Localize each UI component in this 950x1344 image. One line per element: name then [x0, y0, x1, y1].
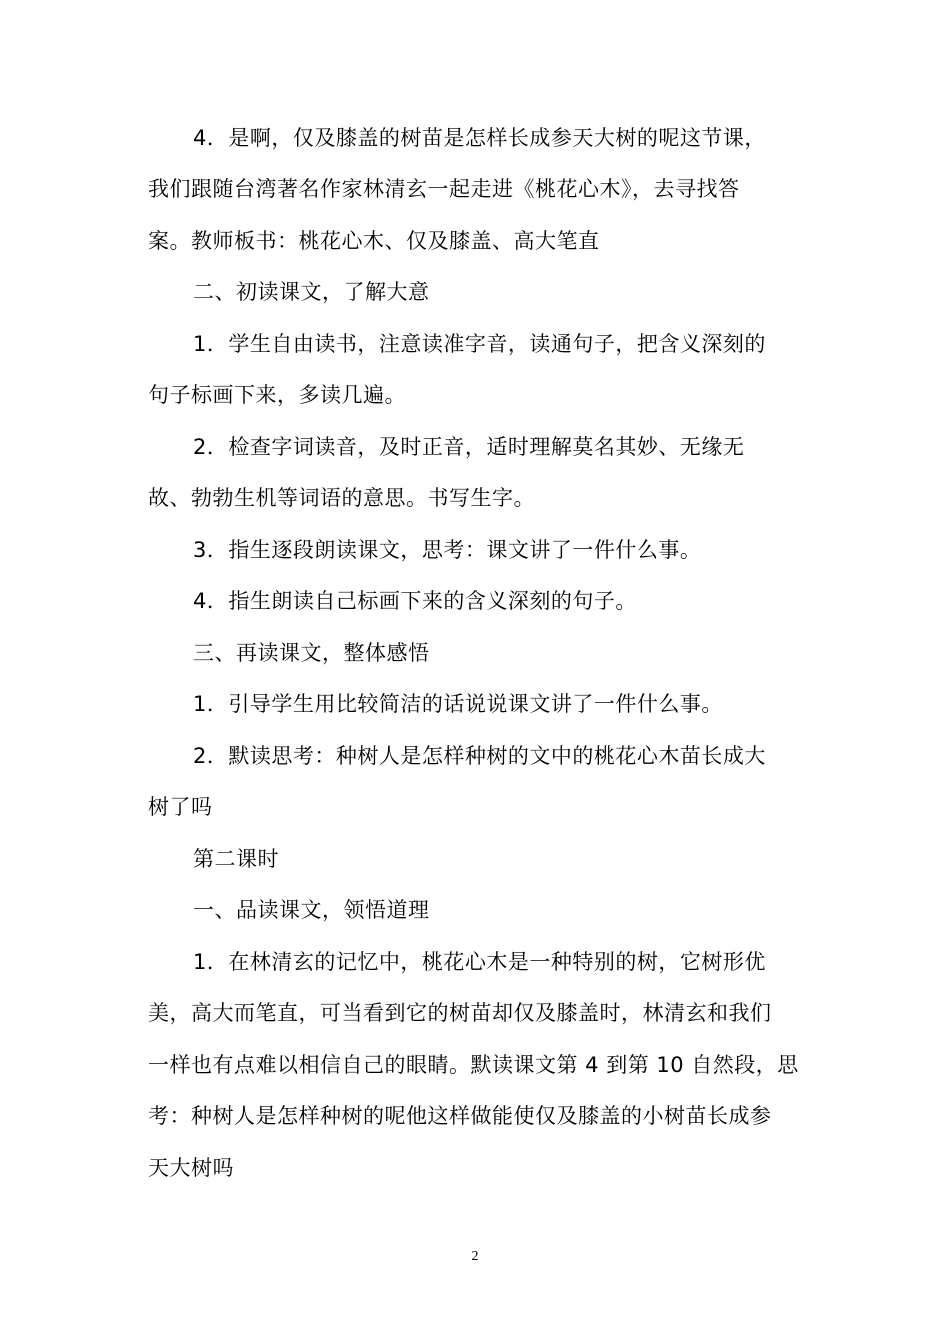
paragraph-line: 一样也有点难以相信自己的眼睛。默读课文第 4 到第 10 自然段，思 — [148, 1053, 799, 1077]
paragraph-line: 1．引导学生用比较简洁的话说说课文讲了一件什么事。 — [193, 692, 723, 716]
paragraph-line: 1．在林清玄的记忆中，桃花心木是一种特别的树，它树形优 — [193, 950, 766, 974]
section-heading: 第二课时 — [193, 847, 279, 871]
paragraph-line: 案。教师板书：桃花心木、仅及膝盖、高大笔直 — [148, 229, 600, 253]
paragraph-line: 4．是啊，仅及膝盖的树苗是怎样长成参天大树的呢这节课， — [193, 126, 766, 150]
paragraph-line: 句子标画下来，多读几遍。 — [148, 383, 406, 407]
paragraph-line: 1．学生自由读书，注意读准字音，读通句子，把含义深刻的 — [193, 332, 766, 356]
paragraph-line: 2．检查字词读音，及时正音，适时理解莫名其妙、无缘无 — [193, 435, 745, 459]
paragraph-line: 考：种树人是怎样种树的呢他这样做能使仅及膝盖的小树苗长成参 — [148, 1104, 772, 1128]
paragraph-line: 天大树吗 — [148, 1156, 234, 1180]
section-heading: 三、再读课文，整体感悟 — [193, 641, 430, 665]
paragraph-line: 2．默读思考：种树人是怎样种树的文中的桃花心木苗长成大 — [193, 744, 766, 768]
paragraph-line: 故、勃勃生机等词语的意思。书写生字。 — [148, 486, 535, 510]
paragraph-line: 3．指生逐段朗读课文，思考：课文讲了一件什么事。 — [193, 538, 702, 562]
paragraph-line: 树了吗 — [148, 795, 213, 819]
section-heading: 二、初读课文，了解大意 — [193, 280, 430, 304]
paragraph-line: 4．指生朗读自己标画下来的含义深刻的句子。 — [193, 589, 637, 613]
paragraph-line: 我们跟随台湾著名作家林清玄一起走进《桃花心木》，去寻找答 — [148, 177, 740, 201]
paragraph-line: 美，高大而笔直，可当看到它的树苗却仅及膝盖时，林清玄和我们 — [148, 1001, 772, 1025]
section-heading: 一、品读课文，领悟道理 — [193, 898, 430, 922]
page-number: 2 — [471, 1249, 479, 1264]
